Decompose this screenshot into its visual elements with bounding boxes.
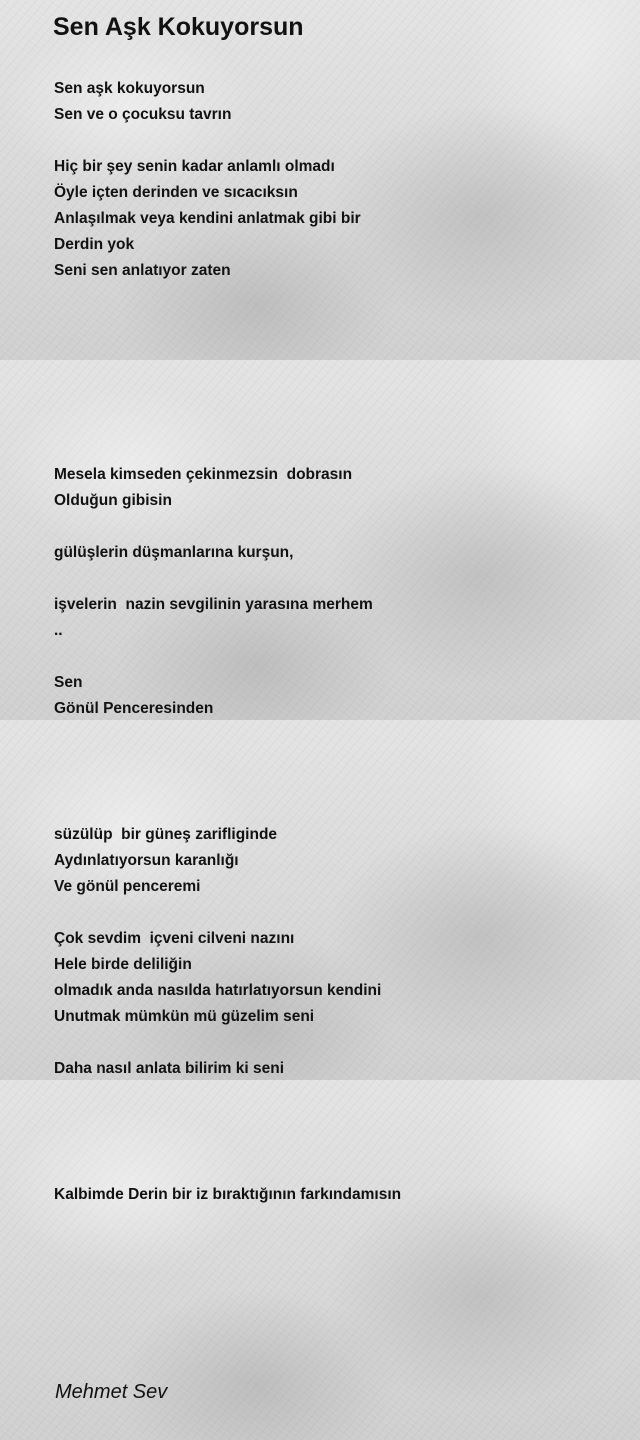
poem-line <box>54 50 361 76</box>
poem-line <box>54 900 381 926</box>
poem-line: Ve gönül penceremi <box>54 878 201 895</box>
poem-line: işvelerin nazin sevgilinin yarasına merhem <box>54 596 373 613</box>
poem-line: süzülüp bir güneş zarifliginde <box>54 826 278 843</box>
poem-line <box>54 1208 401 1234</box>
poem-line: Hele birde deliliğin <box>54 956 192 973</box>
poem-panel-1 <box>0 0 640 360</box>
poem-line: Aydınlatıyorsun karanlığı <box>54 852 239 869</box>
poem-stanza-2 <box>54 410 373 720</box>
poem-line: gülüşlerin düşmanlarına kurşun, <box>54 544 294 561</box>
poem-line: .. <box>54 622 63 639</box>
poem-panel-3 <box>0 720 640 1080</box>
poem-line <box>54 566 373 592</box>
poem-line <box>54 1130 401 1156</box>
poem-line <box>54 644 373 670</box>
poem-line: Anlaşılmak veya kendini anlatmak gibi bir <box>54 210 361 227</box>
poem-line: Olduğun gibisin <box>54 492 172 509</box>
poem-line: Daha nasıl anlata bilirim ki seni <box>54 1060 285 1077</box>
poem-panel-2 <box>0 360 640 720</box>
poem-line: Mesela kimseden çekinmezsin dobrasın <box>54 466 353 483</box>
poem-line: Derdin yok <box>54 236 135 253</box>
poem-line: Sen aşk kokuyorsun <box>54 80 205 97</box>
poem-line: Unutmak mümkün mü güzelim seni <box>54 1008 315 1025</box>
poem-line <box>54 128 361 154</box>
poem-line <box>54 1030 381 1056</box>
poem-line <box>54 796 381 822</box>
poem-line: Sen ve o çocuksu tavrın <box>54 106 232 123</box>
poem-line: Hiç bir şey senin kadar anlamlı olmadı <box>54 158 335 175</box>
poem-line <box>54 410 373 436</box>
poem-line: Gönül Penceresinden <box>54 700 214 717</box>
poem-line: Seni sen anlatıyor zaten <box>54 262 231 279</box>
poem-line: Sen <box>54 674 83 691</box>
poem-line: Kalbimde Derin bir iz bıraktığının farkındamısın <box>54 1186 402 1203</box>
poem-line <box>54 1156 401 1182</box>
poem-line: Çok sevdim içveni cilveni nazını <box>54 930 295 947</box>
poem-author: Mehmet Sev <box>55 1381 168 1403</box>
poem-stanza-1 <box>54 50 361 310</box>
poem-line: olmadık anda nasılda hatırlatıyorsun kendini <box>54 982 382 999</box>
poem-line <box>54 514 373 540</box>
poem-line: Öyle içten derinden ve sıcacıksın <box>54 184 298 201</box>
poem-stanza-4 <box>54 1130 401 1234</box>
poem-line <box>54 436 373 462</box>
poem-title: Sen Aşk Kokuyorsun <box>53 13 304 41</box>
poem-stanza-3 <box>54 770 381 1080</box>
poem-line <box>54 770 381 796</box>
poem-line <box>54 284 361 310</box>
